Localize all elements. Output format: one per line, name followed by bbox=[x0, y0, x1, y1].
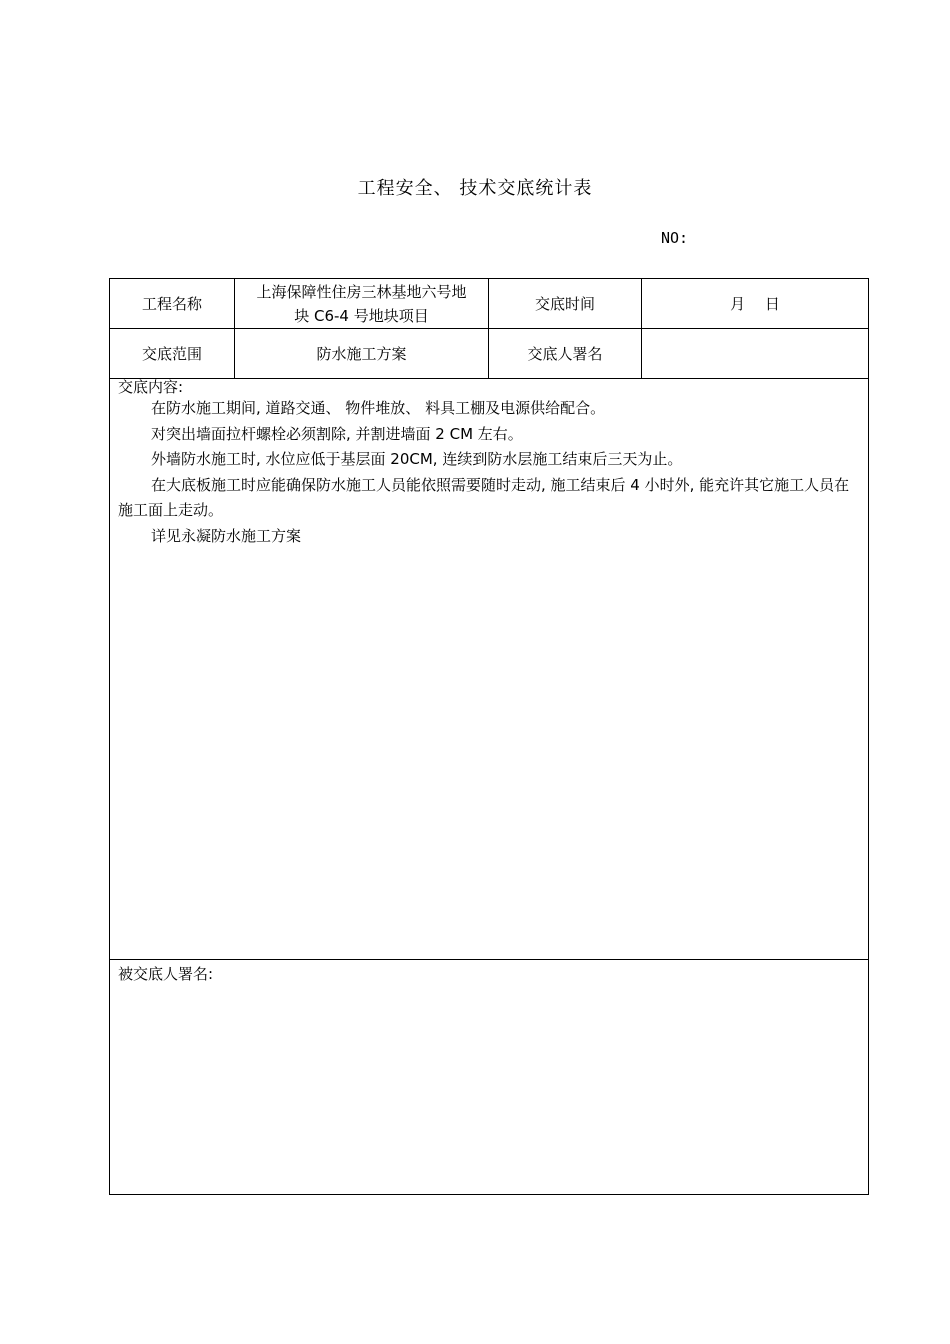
project-name-line-2: 块 C6-4 号地块项目 bbox=[294, 306, 429, 325]
content-paragraph: 对突出墙面拉杆螺栓必须割除, 并割进墙面 2 CM 左右。 bbox=[151, 424, 523, 443]
disclosure-form-table bbox=[109, 278, 869, 1195]
scope-value: 防水施工方案 bbox=[235, 329, 489, 379]
document-title: 工程安全、 技术交底统计表 bbox=[357, 178, 593, 199]
disclosure-content-cell bbox=[110, 379, 869, 960]
form-row-scope bbox=[110, 329, 869, 379]
recipient-signature-label: 被交底人署名: bbox=[118, 965, 214, 983]
disclosure-time-value: 月 日 bbox=[642, 279, 869, 329]
recipient-signature-cell bbox=[110, 960, 869, 1195]
content-paragraph: 外墙防水施工时, 水位应低于基层面 20CM, 连续到防水层施工结束后三天为止。 bbox=[151, 450, 683, 468]
disclosure-content-heading: 交底内容: bbox=[118, 378, 184, 396]
content-paragraph: 详见永凝防水施工方案 bbox=[151, 526, 302, 545]
form-row-recipient-signature bbox=[110, 960, 869, 1195]
form-row-project bbox=[110, 279, 869, 329]
discloser-signature-label: 交底人署名 bbox=[489, 329, 642, 379]
scope-label: 交底范围 bbox=[110, 329, 235, 379]
project-name-line-1: 上海保障性住房三林基地六号地 bbox=[256, 282, 467, 301]
content-paragraph: 在防水施工期间, 道路交通、 物件堆放、 料具工棚及电源供给配合。 bbox=[151, 399, 606, 417]
disclosure-time-label: 交底时间 bbox=[489, 279, 642, 329]
discloser-signature-value bbox=[642, 329, 869, 379]
project-name-value bbox=[235, 279, 489, 329]
form-row-content bbox=[110, 379, 869, 960]
document-number-label: NO: bbox=[661, 229, 689, 247]
content-paragraph: 在大底板施工时应能确保防水施工人员能依照需要随时走动, 施工结束后 4 小时外, 能充许其它施工人员在施工面上走动。 bbox=[118, 475, 850, 519]
project-name-label: 工程名称 bbox=[110, 279, 235, 329]
